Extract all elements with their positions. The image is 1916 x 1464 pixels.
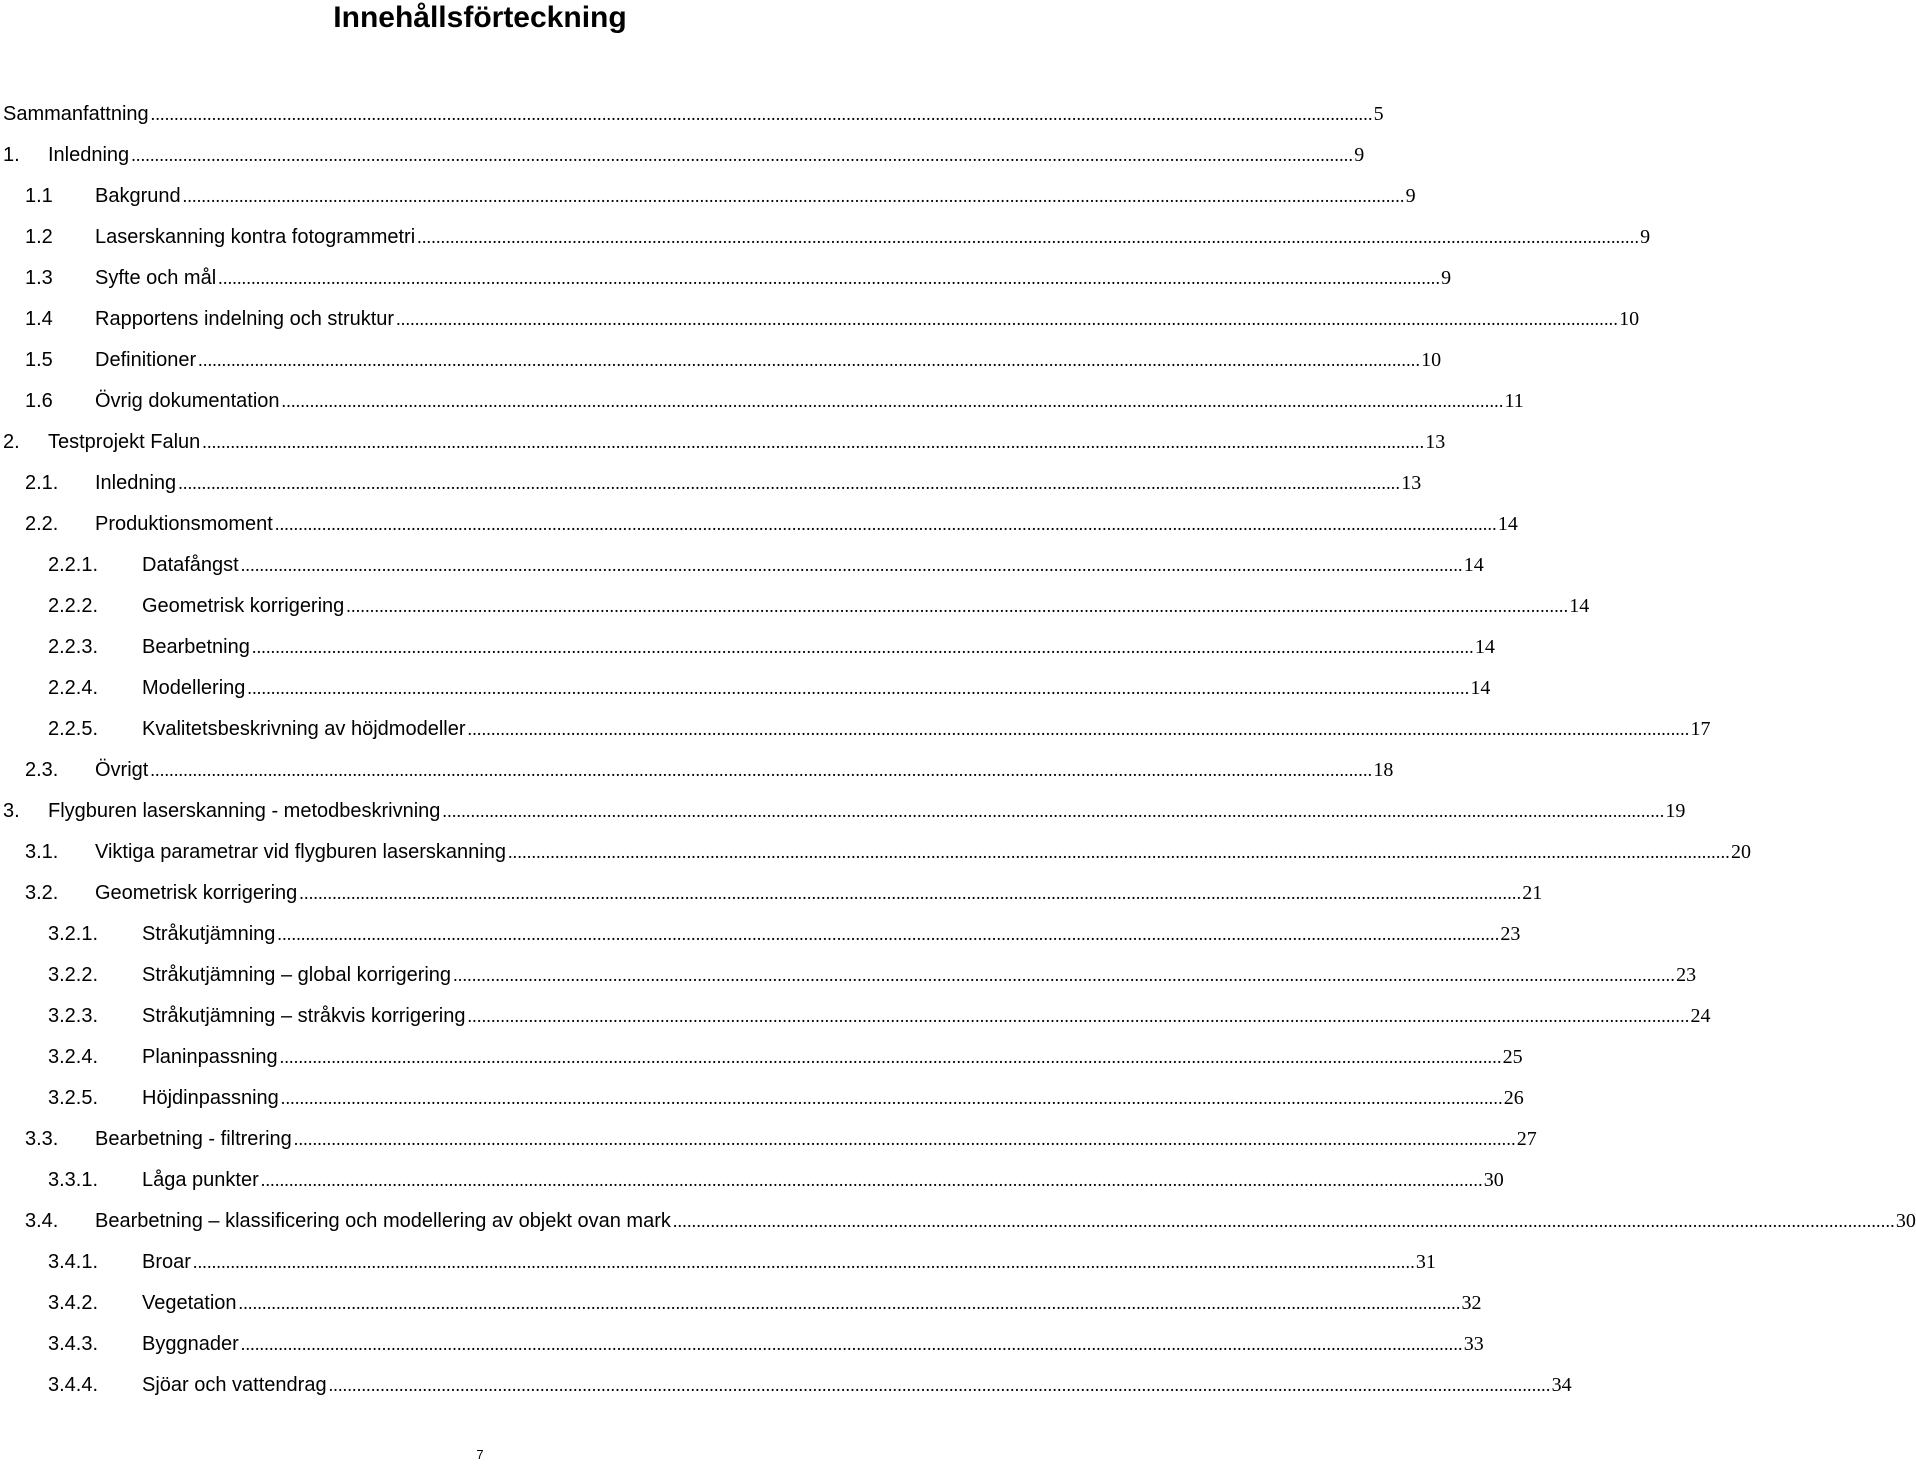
toc-entry-label: Byggnader [142,1333,239,1355]
toc-entry-page: 10 [1619,308,1640,330]
toc-entry-label: Testprojekt Falun [48,431,201,453]
toc-dot-leader: .................................................................................................................................................................................................................................................................... [251,637,1474,657]
toc-entry-number: 3.2.3. [48,1005,99,1027]
toc-entry-page: 30 [1483,1169,1504,1191]
toc-entry-page: 33 [1463,1333,1484,1355]
toc-entry-label: Produktionsmoment [95,513,273,535]
toc-dot-leader: .................................................................................................................................................................................................................................................................... [238,1293,1461,1313]
toc-entry[interactable] [0,832,1751,872]
toc-entry[interactable] [0,176,1416,216]
toc-entry-label: Definitioner [95,349,197,371]
toc-dot-leader: .................................................................................................................................................................................................................................................................... [467,719,1690,739]
toc-dot-leader: .................................................................................................................................................................................................................................................................... [293,1129,1516,1149]
toc-entry[interactable] [0,258,1452,298]
toc-dot-leader: .................................................................................................................................................................................................................................................................... [150,760,1373,780]
toc-entry[interactable] [0,750,1394,790]
toc-entry-label: Datafångst [142,554,239,576]
toc-entry[interactable] [0,1119,1537,1159]
toc-entry[interactable] [0,299,1640,339]
toc-entry-number: 2.2.1. [48,554,99,576]
toc-entry-page: 32 [1461,1292,1482,1314]
toc-entry-label: Låga punkter [142,1169,259,1191]
toc-dot-leader: .................................................................................................................................................................................................................................................................... [453,965,1676,985]
toc-entry-page: 14 [1497,513,1518,535]
toc-entry-page: 13 [1401,472,1422,494]
toc-entry-page: 19 [1665,800,1686,822]
toc-dot-leader: .................................................................................................................................................................................................................................................................... [279,1047,1502,1067]
toc-dot-leader: .................................................................................................................................................................................................................................................................... [247,678,1470,698]
toc-entry-label: Geometrisk korrigering [142,595,345,617]
toc-entry-page: 14 [1569,595,1590,617]
toc-entry[interactable] [0,217,1651,257]
toc-entry[interactable] [0,463,1422,503]
page-title: Innehållsförteckning [333,1,627,34]
toc-entry-page: 9 [1441,267,1452,289]
toc-entry-number: 3.4. [25,1210,59,1232]
toc-entry[interactable] [0,955,1697,995]
toc-entry-page: 13 [1425,431,1446,453]
toc-entry-number: 3.3. [25,1128,59,1150]
toc-entry[interactable] [0,586,1590,626]
toc-entry-number: 3. [3,800,20,822]
toc-entry[interactable] [0,94,1384,134]
toc-dot-leader: .................................................................................................................................................................................................................................................................... [131,145,1354,165]
toc-entry-number: 3.2.5. [48,1087,99,1109]
toc-dot-leader: .................................................................................................................................................................................................................................................................... [240,555,1463,575]
toc-dot-leader: .................................................................................................................................................................................................................................................................... [218,268,1441,288]
toc-entry[interactable] [0,135,1365,175]
toc-entry-number: 2.2.3. [48,636,99,658]
toc-entry[interactable] [0,1365,1572,1405]
toc-entry-number: 3.1. [25,841,59,863]
toc-entry-number: 1.4 [25,308,53,330]
toc-entry-number: 2.2.5. [48,718,99,740]
toc-entry-page: 14 [1474,636,1495,658]
toc-entry[interactable] [0,504,1518,544]
toc-entry-number: 1.2 [25,226,53,248]
toc-dot-leader: .................................................................................................................................................................................................................................................................... [150,104,1373,124]
toc-dot-leader: .................................................................................................................................................................................................................................................................... [202,432,1425,452]
toc-entry-number: 1. [3,144,20,166]
toc-entry-page: 9 [1640,226,1651,248]
toc-dot-leader: .................................................................................................................................................................................................................................................................... [417,227,1640,247]
toc-entry-label: Broar [142,1251,191,1273]
toc-entry-number: 1.5 [25,349,53,371]
toc-entry-label: Rapportens indelning och struktur [95,308,395,330]
toc-entry-page: 23 [1676,964,1697,986]
toc-dot-leader: .................................................................................................................................................................................................................................................................... [328,1375,1551,1395]
toc-entry[interactable] [0,668,1491,708]
toc-entry[interactable] [0,1283,1482,1323]
toc-entry-number: 2.2.4. [48,677,99,699]
toc-dot-leader: .................................................................................................................................................................................................................................................................... [274,514,1497,534]
toc-entry-number: 2.2.2. [48,595,99,617]
toc-dot-leader: .................................................................................................................................................................................................................................................................... [277,924,1500,944]
toc-dot-leader: .................................................................................................................................................................................................................................................................... [396,309,1619,329]
toc-entry-label: Modellering [142,677,246,699]
toc-entry[interactable] [0,873,1543,913]
toc-entry-page: 17 [1690,718,1711,740]
toc-entry[interactable] [0,709,1711,749]
toc-entry[interactable] [0,791,1686,831]
toc-entry-label: Inledning [95,472,177,494]
toc-entry[interactable] [0,340,1442,380]
toc-entry-page: 20 [1730,841,1751,863]
toc-dot-leader: .................................................................................................................................................................................................................................................................... [198,350,1421,370]
toc-dot-leader: .................................................................................................................................................................................................................................................................... [280,1088,1503,1108]
toc-dot-leader: .................................................................................................................................................................................................................................................................... [240,1334,1463,1354]
toc-entry[interactable] [0,1078,1524,1118]
toc-entry-page: 9 [1405,185,1416,207]
toc-entry-label: Övrigt [95,759,149,781]
toc-entry-page: 14 [1463,554,1484,576]
toc-entry-label: Vegetation [142,1292,237,1314]
toc-entry-label: Kvalitetsbeskrivning av höjdmodeller [142,718,466,740]
toc-entry-page: 24 [1690,1005,1711,1027]
toc-entry-page: 27 [1516,1128,1537,1150]
toc-entry-label: Viktiga parametrar vid flygburen laserskanning [95,841,506,863]
toc-entry-number: 1.1 [25,185,53,207]
toc-entry-label: Sjöar och vattendrag [142,1374,327,1396]
toc-dot-leader: .................................................................................................................................................................................................................................................................... [178,473,1401,493]
toc-entry-page: 5 [1373,103,1384,125]
toc-entry-page: 23 [1500,923,1521,945]
toc-dot-leader: .................................................................................................................................................................................................................................................................... [346,596,1569,616]
toc-entry-label: Övrig dokumentation [95,390,280,412]
toc-entry-number: 2.2. [25,513,59,535]
toc-entry[interactable] [0,627,1495,667]
toc-entry[interactable] [0,1160,1504,1200]
toc-entry-number: 2.3. [25,759,59,781]
toc-entry-number: 3.2.4. [48,1046,99,1068]
toc-entry-number: 3.4.2. [48,1292,99,1314]
toc-entry-page: 10 [1421,349,1442,371]
toc-entry-number: 3.3.1. [48,1169,99,1191]
toc-entry-label: Inledning [48,144,130,166]
toc-entry-number: 3.4.4. [48,1374,99,1396]
toc-entry-page: 14 [1470,677,1491,699]
toc-entry-page: 31 [1415,1251,1436,1273]
toc-entry-label: Syfte och mål [95,267,217,289]
toc-entry-label: Flygburen laserskanning - metodbeskrivning [48,800,441,822]
toc-entry-page: 21 [1522,882,1543,904]
toc-entry-page: 30 [1895,1210,1916,1232]
toc-dot-leader: .................................................................................................................................................................................................................................................................... [299,883,1522,903]
toc-entry[interactable] [0,381,1524,421]
toc-entry-number: 3.2. [25,882,59,904]
toc-entry-number: 1.6 [25,390,53,412]
toc-entry-label: Stråkutjämning – global korrigering [142,964,452,986]
toc-entry-page: 11 [1504,390,1524,412]
toc-entry[interactable] [0,914,1521,954]
toc-entry-page: 9 [1354,144,1365,166]
toc-entry-number: 3.4.3. [48,1333,99,1355]
table-of-contents [0,94,1916,1404]
toc-entry-label: Geometrisk korrigering [95,882,298,904]
toc-entry-label: Bearbetning – klassificering och modellering av objekt ovan mark [95,1210,671,1232]
toc-entry-number: 3.2.1. [48,923,99,945]
toc-entry-label: Stråkutjämning [142,923,276,945]
toc-entry-number: 2. [3,431,20,453]
toc-entry-number: 3.2.2. [48,964,99,986]
toc-entry[interactable] [0,1324,1484,1364]
toc-entry-label: Bearbetning [142,636,250,658]
toc-dot-leader: .................................................................................................................................................................................................................................................................... [192,1252,1415,1272]
toc-dot-leader: .................................................................................................................................................................................................................................................................... [260,1170,1483,1190]
toc-entry-page: 25 [1502,1046,1523,1068]
toc-entry[interactable] [0,545,1484,585]
toc-entry-page: 18 [1373,759,1394,781]
toc-dot-leader: .................................................................................................................................................................................................................................................................... [281,391,1504,411]
toc-entry[interactable] [0,1037,1523,1077]
toc-entry[interactable] [0,1201,1916,1241]
toc-entry-number: 2.1. [25,472,59,494]
toc-entry-label: Bearbetning - filtrering [95,1128,292,1150]
toc-entry-label: Bakgrund [95,185,181,207]
toc-entry-label: Höjdinpassning [142,1087,279,1109]
toc-entry-label: Stråkutjämning – stråkvis korrigering [142,1005,466,1027]
toc-entry-label: Planinpassning [142,1046,278,1068]
toc-entry-number: 1.3 [25,267,53,289]
toc-dot-leader: .................................................................................................................................................................................................................................................................... [182,186,1405,206]
page-number: 7 [476,1447,484,1462]
toc-entry[interactable] [0,996,1711,1036]
toc-entry-page: 34 [1551,1374,1572,1396]
toc-entry-label: Sammanfattning [3,103,149,125]
toc-entry-label: Laserskanning kontra fotogrammetri [95,226,416,248]
toc-dot-leader: .................................................................................................................................................................................................................................................................... [467,1006,1690,1026]
toc-dot-leader: .................................................................................................................................................................................................................................................................... [507,842,1730,862]
toc-dot-leader: .................................................................................................................................................................................................................................................................... [672,1211,1895,1231]
toc-entry[interactable] [0,422,1446,462]
toc-entry-number: 3.4.1. [48,1251,99,1273]
toc-entry-page: 26 [1503,1087,1524,1109]
toc-dot-leader: .................................................................................................................................................................................................................................................................... [442,801,1665,821]
toc-entry[interactable] [0,1242,1436,1282]
